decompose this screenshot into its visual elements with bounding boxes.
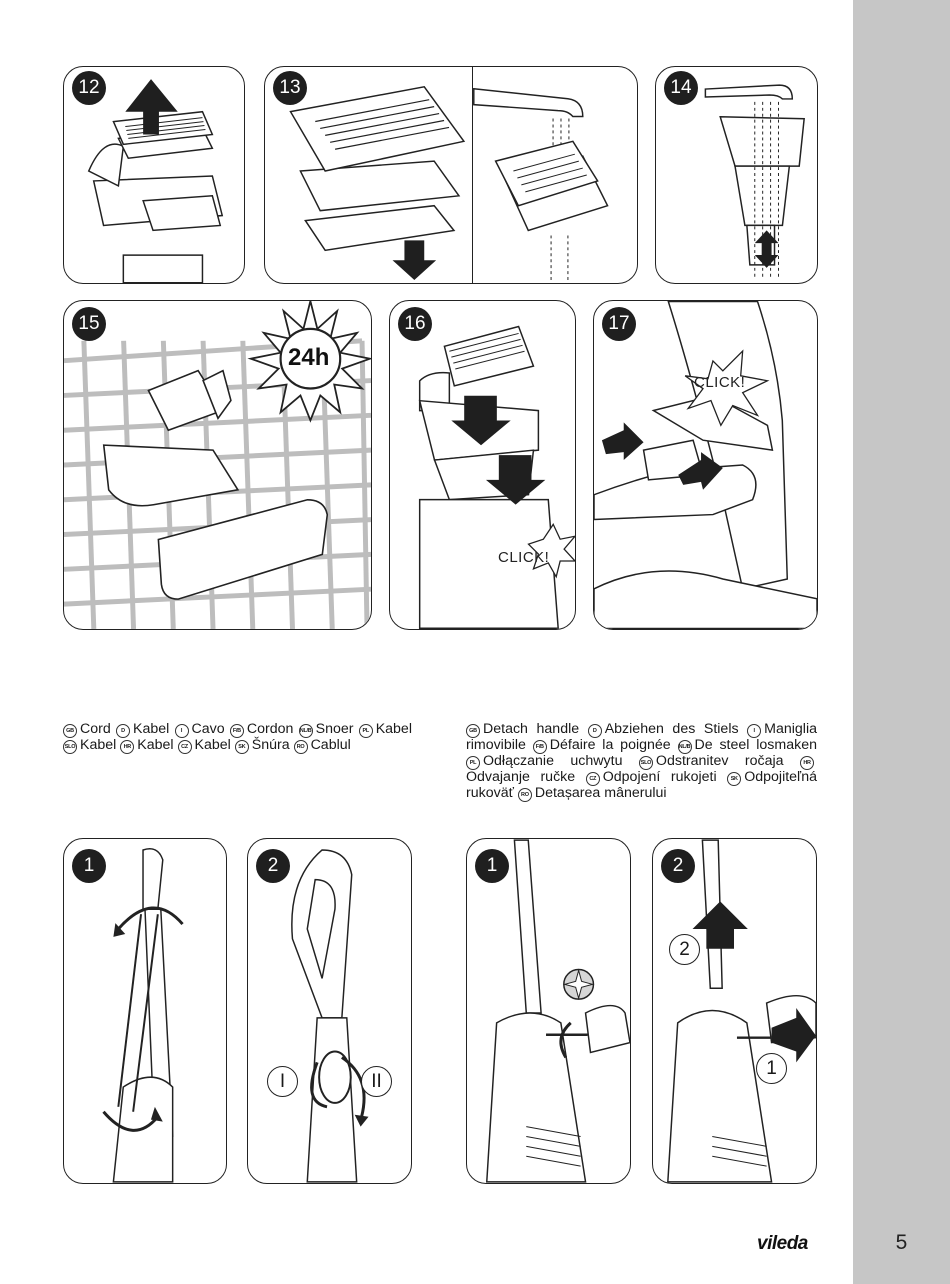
lang-item: F/B Défaire la poignée bbox=[533, 737, 671, 753]
pull-handle-illustration bbox=[653, 839, 816, 1183]
step-number: 1 bbox=[72, 849, 106, 883]
lang-item: F/B Cordon bbox=[230, 721, 294, 737]
lang-item: RO Detașarea mânerului bbox=[518, 785, 667, 801]
step-14-panel bbox=[655, 66, 818, 284]
step-16-panel bbox=[389, 300, 576, 630]
lang-item: HR Kabel bbox=[120, 737, 173, 753]
lang-item: HROdvajanje ručke bbox=[466, 753, 817, 785]
page-sidebar bbox=[853, 0, 950, 1284]
lang-item: I Maniglia rimovibile bbox=[466, 721, 817, 753]
reassemble-illustration bbox=[390, 301, 575, 629]
lang-item: SLO Kabel bbox=[64, 737, 117, 753]
cord-step-1-panel bbox=[63, 838, 227, 1184]
lang-item: GB Cord bbox=[63, 721, 111, 737]
step-number: 13 bbox=[273, 71, 307, 105]
detach-step-2-panel bbox=[652, 838, 817, 1184]
cord-heading bbox=[63, 722, 412, 754]
click-callout: CLICK! bbox=[694, 374, 746, 391]
lang-item: NL/B Snoer bbox=[299, 721, 354, 737]
step-15-panel bbox=[63, 300, 372, 630]
step-number: 15 bbox=[72, 307, 106, 341]
lang-item: SK Odpojiteľná rukoväť bbox=[466, 769, 817, 801]
lang-item: NL/B De steel losmaken bbox=[678, 737, 817, 753]
marker-i: I bbox=[267, 1066, 298, 1097]
cord-wrap-illustration bbox=[64, 839, 226, 1183]
vileda-logo: vileda bbox=[757, 1233, 808, 1254]
lang-item: D Abziehen des Stiels bbox=[588, 721, 739, 737]
page-number: 5 bbox=[895, 1231, 908, 1254]
detach-handle-heading bbox=[466, 722, 817, 802]
lang-item: CZ Odpojení rukojeti bbox=[586, 769, 717, 785]
step-12-panel bbox=[63, 66, 245, 284]
24h-badge: 24h bbox=[288, 344, 330, 371]
step-17-panel bbox=[593, 300, 818, 630]
lang-item: CZ Kabel bbox=[178, 737, 231, 753]
marker-ii: II bbox=[361, 1066, 392, 1097]
click-callout: CLICK! bbox=[498, 549, 550, 566]
lang-item: GB Detach handle bbox=[466, 721, 579, 737]
step-13-panel bbox=[264, 66, 638, 284]
lang-item: RO Cablul bbox=[294, 737, 351, 753]
marker-2: 2 bbox=[669, 934, 700, 965]
step-number: 1 bbox=[475, 849, 509, 883]
step-number: 14 bbox=[664, 71, 698, 105]
marker-1: 1 bbox=[756, 1053, 787, 1084]
cord-step-2-panel bbox=[247, 838, 412, 1184]
lang-item: D Kabel bbox=[116, 721, 169, 737]
detach-step-1-panel bbox=[466, 838, 631, 1184]
step-number: 17 bbox=[602, 307, 636, 341]
filter-wash-illustration bbox=[265, 67, 637, 283]
lang-item: I Cavo bbox=[175, 721, 225, 737]
lang-item: SLO Odstranitev ročaja bbox=[640, 753, 784, 769]
lang-item: PL Odłączanie uchwytu bbox=[466, 753, 622, 769]
attach-handle-illustration bbox=[594, 301, 817, 629]
lang-item: PL Kabel bbox=[359, 721, 412, 737]
unscrew-illustration bbox=[467, 839, 630, 1183]
step-number: 2 bbox=[256, 849, 290, 883]
step-number: 2 bbox=[661, 849, 695, 883]
cord-hook-illustration bbox=[248, 839, 411, 1183]
lang-item: SK Šnúra bbox=[235, 737, 290, 753]
step-number: 16 bbox=[398, 307, 432, 341]
step-number: 12 bbox=[72, 71, 106, 105]
